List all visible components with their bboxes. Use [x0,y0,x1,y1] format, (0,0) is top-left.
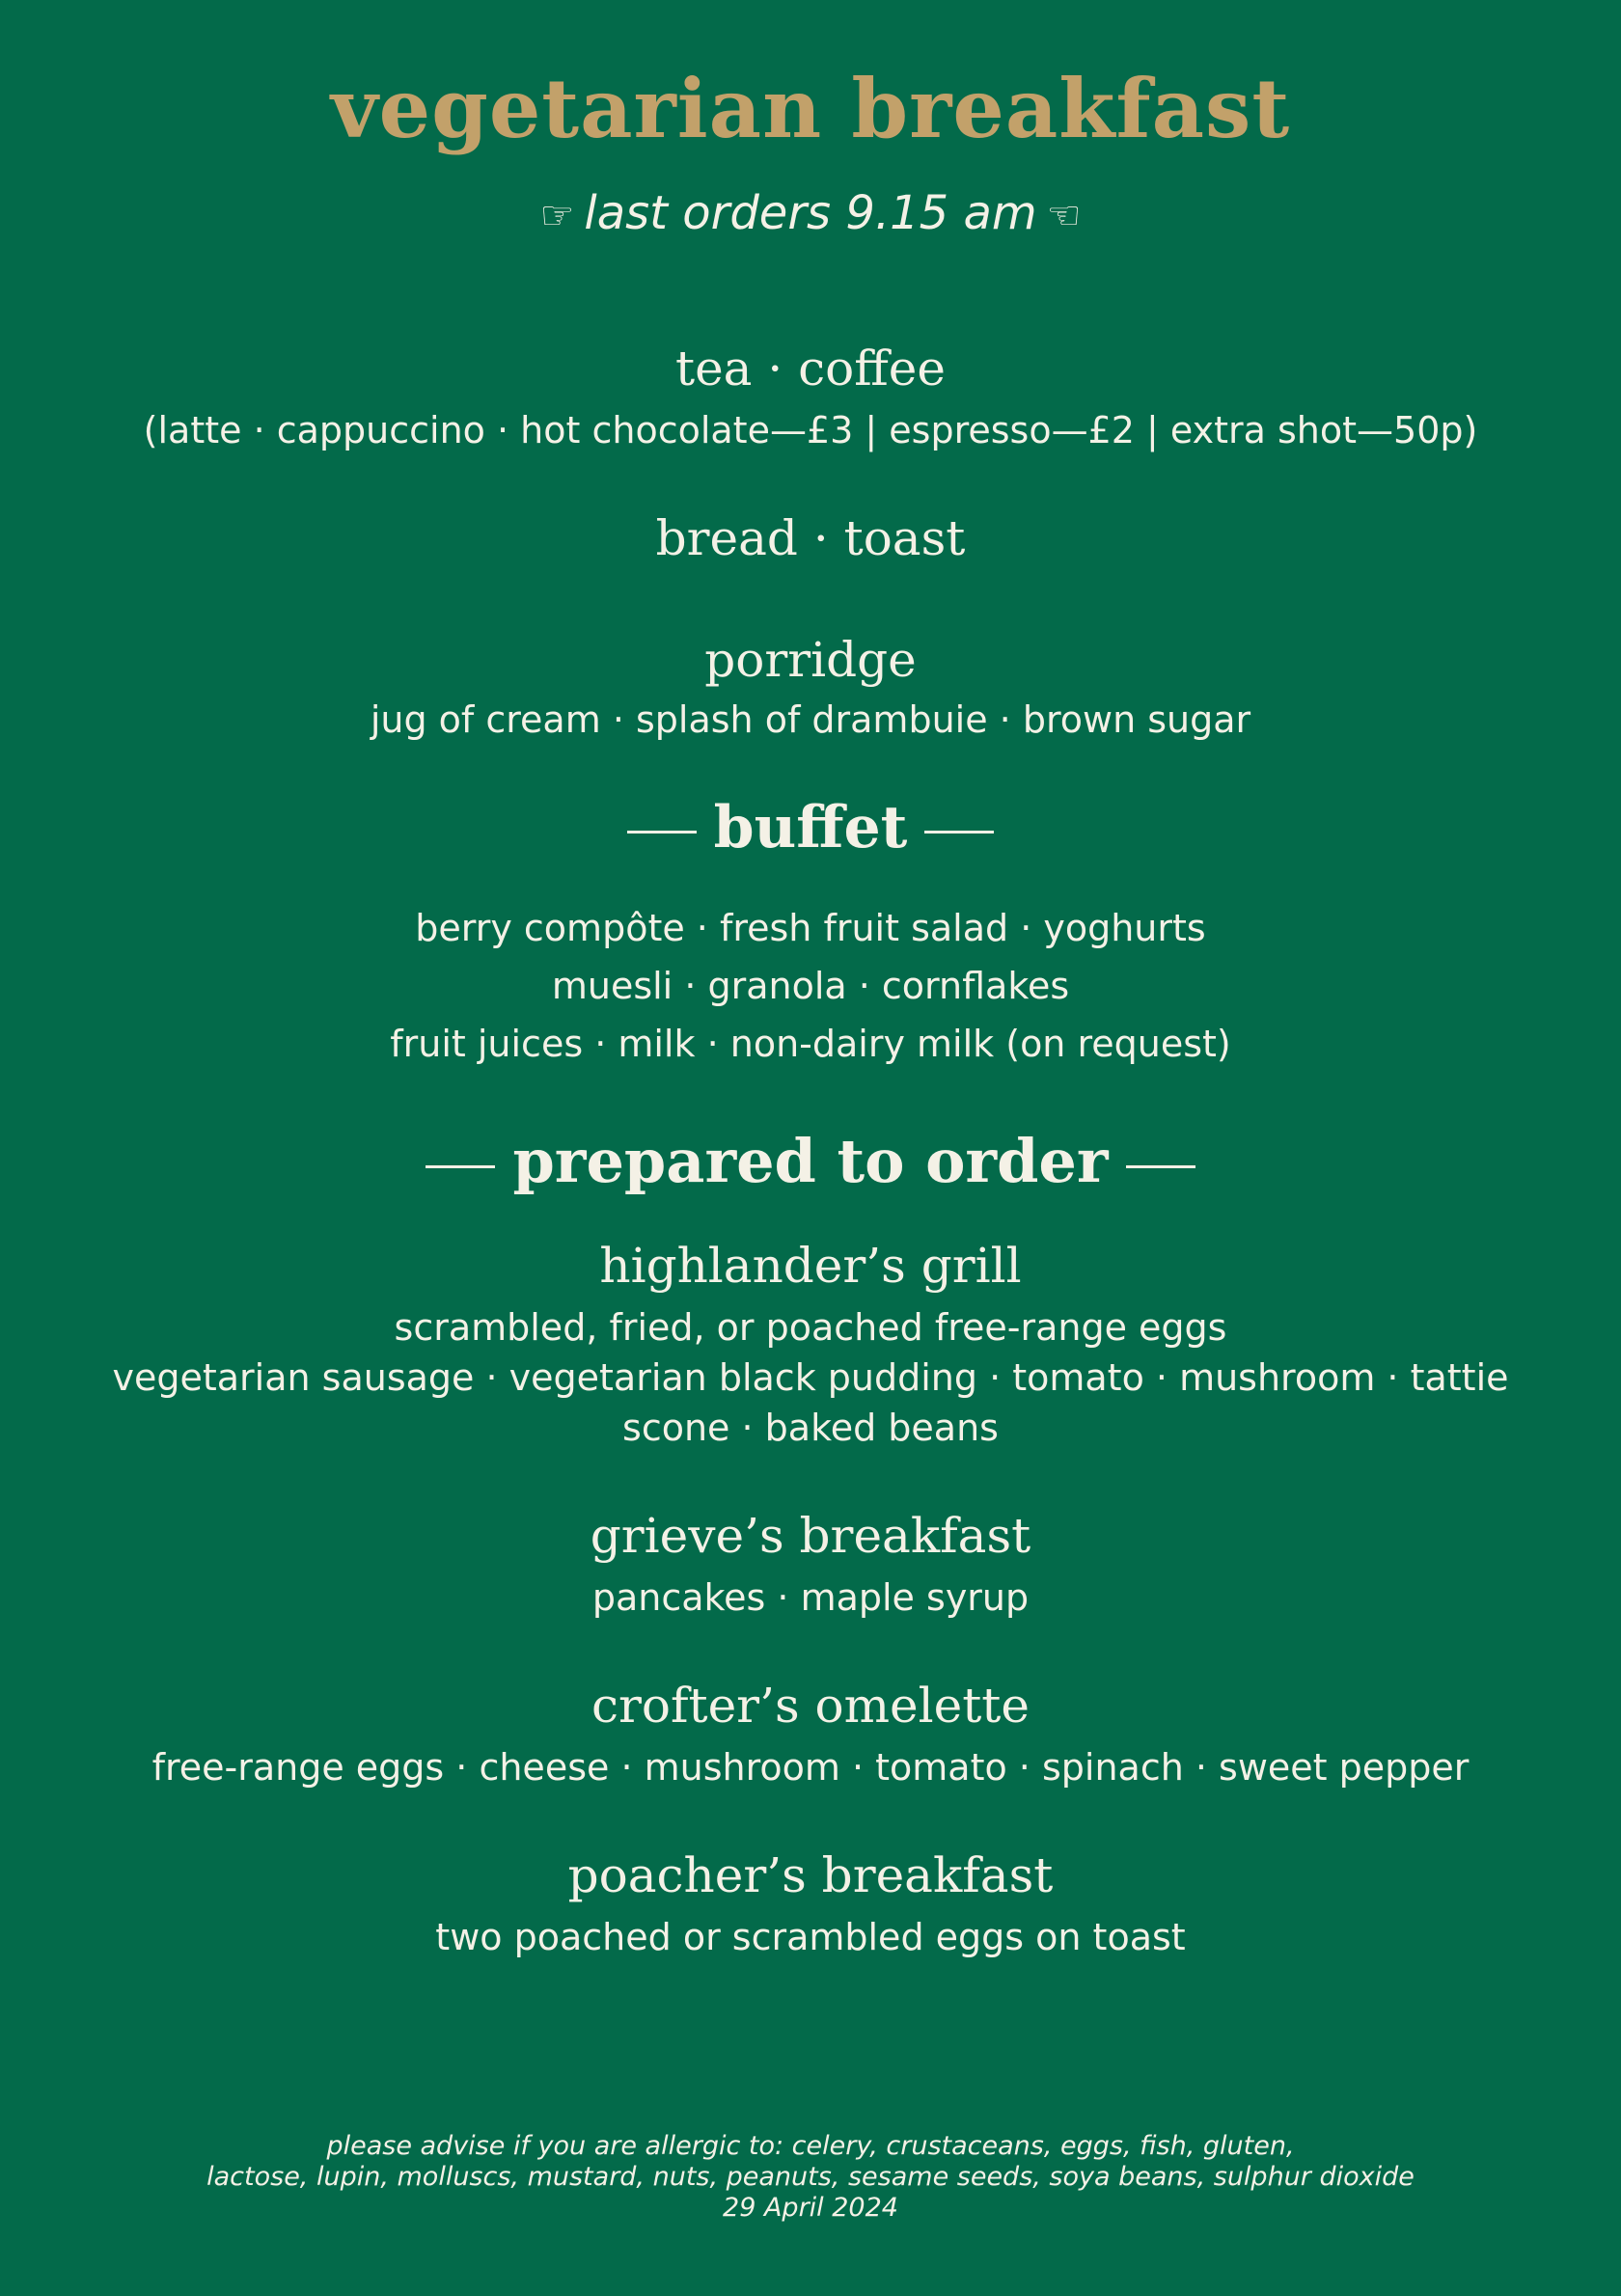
page-title: vegetarian breakfast [330,61,1291,156]
crofters-omelette-line: free-range eggs · cheese · mushroom · tomato · spinach · sweet pepper [151,1746,1470,1789]
pointing-hand-right-icon: ☜ [1046,194,1082,238]
dash-left [426,1165,495,1168]
allergy-notice-line: please advise if you are allergic to: celery, crustaceans, eggs, fish, gluten, [326,2131,1295,2161]
buffet-line: berry compôte · fresh fruit salad · yoghurts [415,907,1206,949]
menu-date: 29 April 2024 [723,2193,898,2223]
bread-toast-heading: bread · toast [655,510,966,566]
highlanders-grill-line: vegetarian sausage · vegetarian black pudding · tomato · mushroom · tattie [112,1356,1509,1399]
grieves-breakfast-line: pancakes · maple syrup [591,1576,1030,1619]
prepared-heading-text: prepared to order [512,1126,1109,1196]
porridge-details: jug of cream · splash of drambuie · brown sugar [370,698,1251,741]
buffet-line: fruit juices · milk · non-dairy milk (on request) [390,1023,1231,1065]
dash-left [627,831,697,834]
tea-coffee-details: (latte · cappuccino · hot chocolate—£3 | espresso—£2 | extra shot—50p) [143,409,1478,451]
buffet-heading [0,789,1621,866]
highlanders-grill-line: scrambled, fried, or poached free-range eggs [394,1306,1227,1349]
porridge-heading: porridge [704,632,917,688]
dash-right [924,831,994,834]
tea-coffee-heading: tea · coffee [675,341,946,396]
buffet-heading-text: buffet [713,794,908,861]
dash-right [1126,1165,1195,1168]
pointing-hand-left-icon: ☞ [539,194,575,238]
poachers-breakfast-heading: poacher’s breakfast [567,1847,1054,1903]
buffet-line: muesli · granola · cornflakes [551,965,1070,1007]
grieves-breakfast-heading: grieve’s breakfast [590,1508,1031,1564]
allergy-notice-line: lactose, lupin, molluscs, mustard, nuts, peanuts, sesame seeds, soya beans, sulphur dioxide [206,2162,1415,2192]
last-orders-line [0,179,1621,250]
poachers-breakfast-line: two poached or scrambled eggs on toast [435,1916,1186,1958]
prepared-to-order-heading [0,1123,1621,1200]
highlanders-grill-line: scone · baked beans [622,1407,999,1449]
crofters-omelette-heading: crofter’s omelette [591,1678,1030,1734]
highlanders-grill-heading: highlander’s grill [599,1238,1022,1294]
last-orders-text: last orders 9.15 am [584,186,1037,240]
